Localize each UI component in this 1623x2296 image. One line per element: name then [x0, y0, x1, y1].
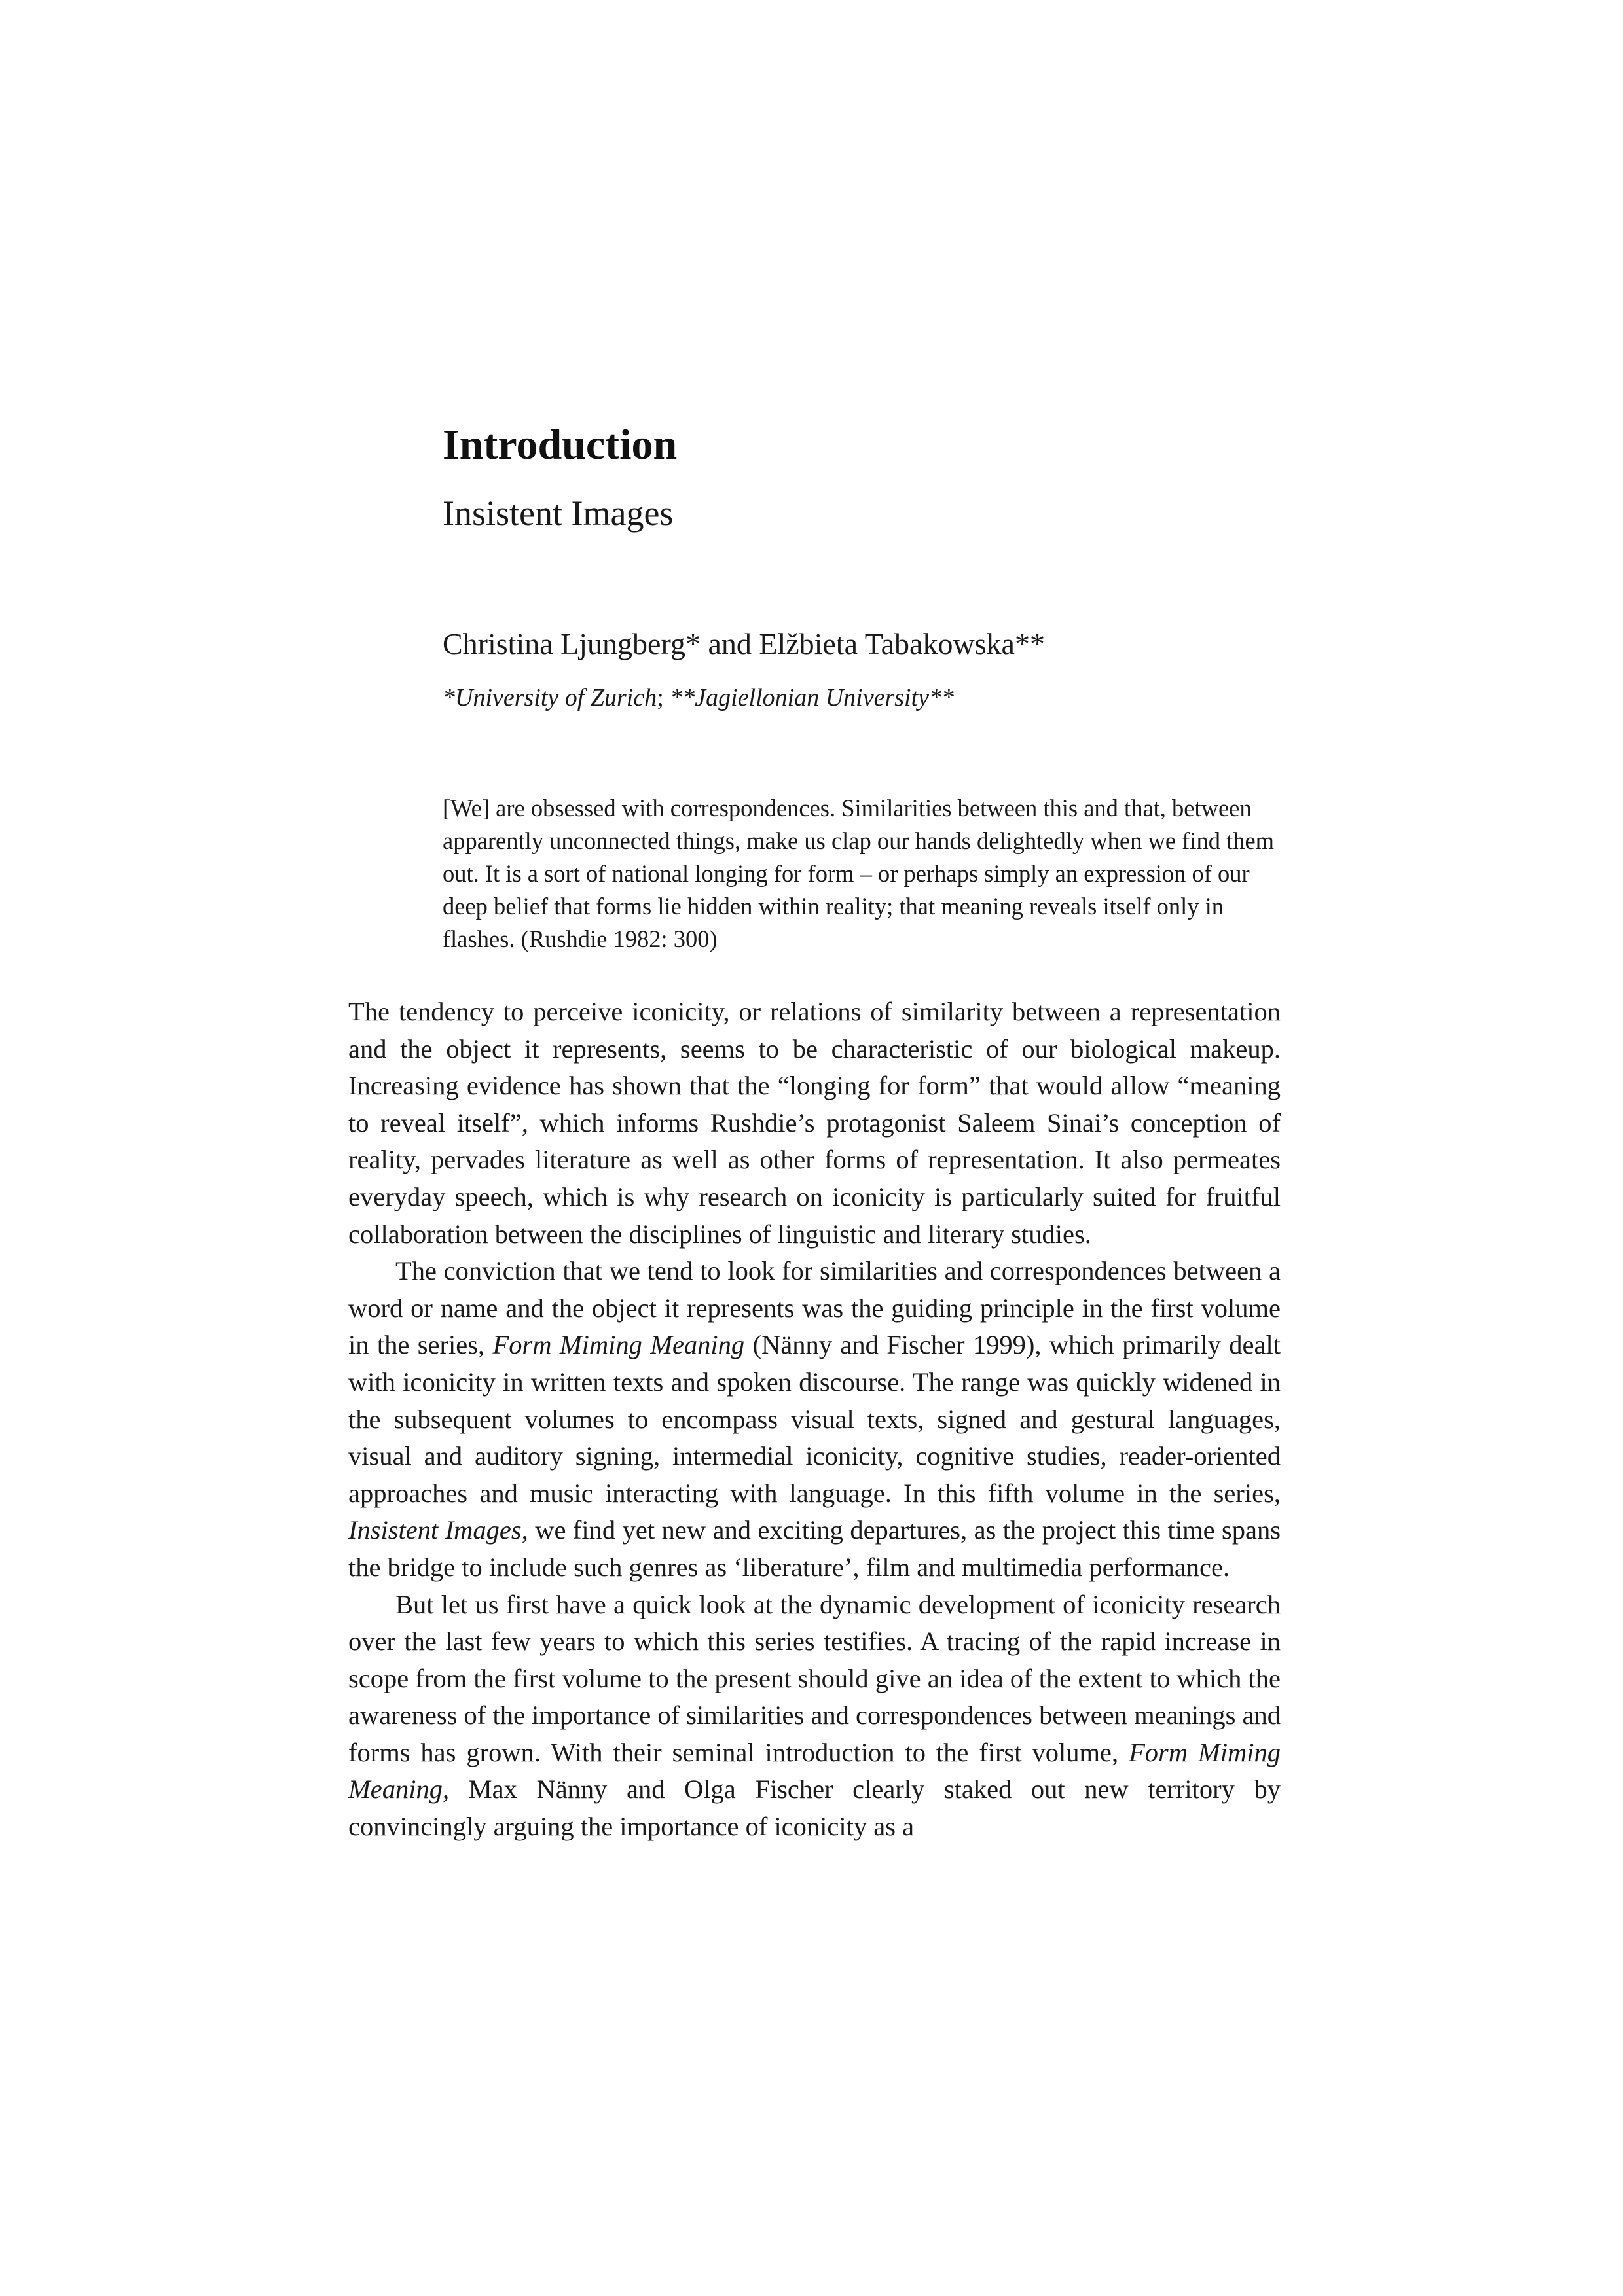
book-title-insistent-images: Insistent Images: [348, 1515, 522, 1545]
affiliation-zurich: *University of Zurich: [443, 684, 657, 711]
chapter-subtitle: Insistent Images: [443, 493, 674, 533]
affiliation-separator: ;: [657, 684, 670, 711]
paragraph-3-text-b: , Max Nänny and Olga Fischer clearly staked out new territory by convincingly arguing the importance of iconicity as a: [348, 1774, 1281, 1842]
paragraph-3-text-a: But let us first have a quick look at the dynamic development of iconicity research over the last few years to which this series testifies. A tracing of the rapid increase in scope from the first volume to the present should give an idea of the extent to which the awareness of the importance of similarities and correspondences between meanings and forms has grown. With their seminal introduction to the first volume,: [348, 1589, 1281, 1767]
book-title-form-miming-meaning-2: Form Miming Meaning: [348, 1737, 1281, 1804]
body-paragraph-2: [348, 1253, 1281, 1586]
paragraph-2-text-b: (Nänny and Fischer 1999), which primarily dealt with iconicity in written texts and spoken discourse. The range was quickly widened in the subsequent volumes to encompass visual texts, signed and gestural languages, visual and auditory signing, intermedial iconicity, cognitive studies, reader-oriented approaches and music interacting with language. In this fifth volume in the series,: [348, 1330, 1281, 1508]
affiliation-jagiellonian: **Jagiellonian University**: [670, 684, 955, 711]
body-paragraph-3: [348, 1587, 1281, 1846]
body-text: [348, 994, 1281, 1846]
chapter-title: Introduction: [443, 421, 678, 469]
book-title-form-miming-meaning: Form Miming Meaning: [492, 1330, 745, 1360]
paragraph-2-text-a: The conviction that we tend to look for similarities and correspondences between a word or name and the object it represents was the guiding principle in the first volume in the series,: [348, 1256, 1281, 1360]
epigraph-quote: [We] are obsessed with correspondences. Similarities between this and that, between apparently unconnected things, make us clap our hands delightedly when we find them out. It is a sort of national longing for form – or perhaps simply an expression of our deep belief that forms lie hidden within reality; that meaning reveals itself only in flashes. (Rushdie 1982: 300): [443, 795, 1275, 952]
body-paragraph-1: The tendency to perceive iconicity, or relations of similarity between a representation and the object it represents, seems to be characteristic of our biological makeup. Increasing evidence has shown that the “longing for form” that would allow “meaning to reveal itself”, which informs Rushdie’s protagonist Saleem Sinai’s conception of reality, pervades literature as well as other forms of representation. It also permeates everyday speech, which is why research on iconicity is particularly suited for fruitful collaboration between the disciplines of linguistic and literary studies.: [348, 997, 1281, 1249]
author-line: Christina Ljungberg* and Elžbieta Tabakowska**: [443, 627, 1045, 660]
affiliation-line: [443, 683, 954, 713]
paragraph-2-text-c: , we find yet new and exciting departures, as the project this time spans the bridge to include such genres as ‘liberature’, film and multimedia performance.: [348, 1515, 1281, 1582]
